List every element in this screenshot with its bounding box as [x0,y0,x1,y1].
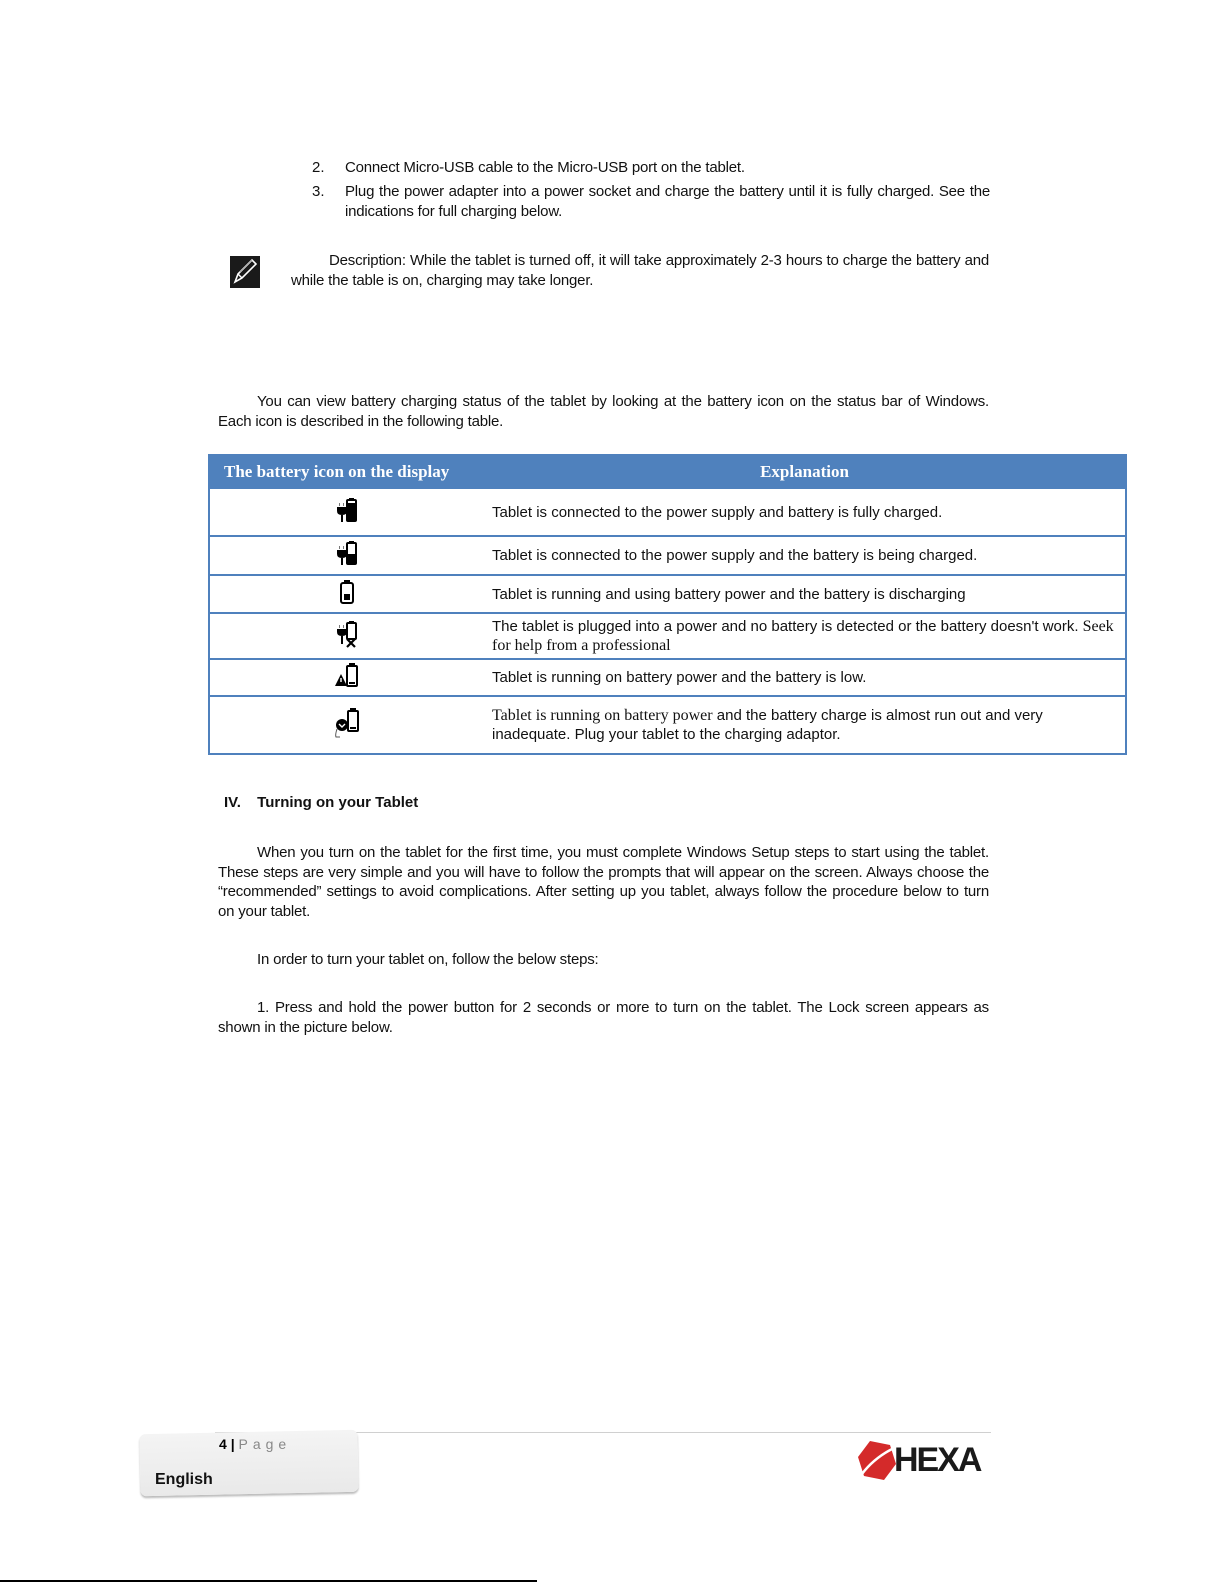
explanation-text: Tablet is connected to the power supply and the battery is being charged. [484,536,1126,575]
step-1-paragraph: 1. Press and hold the power button for 2 seconds or more to turn on the tablet. The Lock screen appears as shown in the picture below. [218,999,989,1036]
explanation-text: Tablet is running on battery power and the battery charge is almost run out and very inadequate. Plug your tablet to the charging adaptor. [484,696,1126,754]
explanation-text: Tablet is running and using battery power and the battery is discharging [484,575,1126,613]
table-row [209,613,1126,659]
steps-intro: In order to turn your tablet on, follow the below steps: [257,951,599,968]
battery-critical-icon [333,707,361,739]
explanation-text: Tablet is running on battery power and the battery is low. [484,659,1126,696]
hexa-logo: HEXA [858,1440,994,1482]
section-number: IV. [224,794,241,811]
intro-paragraph: You can view battery charging status of the tablet by looking at the battery icon on the status bar of Windows. Each icon is described in the following table. [218,393,989,430]
section-heading [224,794,418,811]
hexa-logo-icon [858,1440,898,1482]
table-row [209,696,1126,754]
battery-low-warning-icon [334,662,360,688]
step-3-text: Plug the power adapter into a power socket and charge the battery until it is fully charged. See the indications for full charging below. [345,183,990,220]
column-header-explanation: Explanation [484,455,1126,488]
battery-plugged-full-icon [336,497,358,523]
table-row [209,659,1126,696]
pencil-note-icon [230,256,260,288]
battery-plugged-missing-icon [336,620,358,648]
table-row [209,536,1126,575]
bottom-rule [0,1580,537,1582]
explanation-text: The tablet is plugged into a power and no battery is detected or the battery doesn't work. Seek for help from a professional [484,613,1126,659]
battery-discharging-icon [336,579,358,605]
step-2-text: Connect Micro-USB cable to the Micro-USB port on the tablet. [345,159,745,176]
section-title: Turning on your Tablet [257,794,419,811]
table-row [209,575,1126,613]
note-text: Description: While the tablet is turned off, it will take approximately 2-3 hours to charge the battery and while the table is on, charging may take longer. [291,252,989,289]
column-header-icon: The battery icon on the display [209,455,484,488]
setup-paragraph: When you turn on the tablet for the first time, you must complete Windows Setup steps to start using the tablet. These steps are very simple and you will have to follow the prompts that will appear on the screen. Always choose the “recommended” settings to avoid complications. After setting up you tablet, always follow the procedure below to turn on your tablet. [218,844,989,920]
step-3-number: 3. [312,183,325,200]
table-row [209,488,1126,536]
battery-icon-table [208,454,1127,755]
language-label: English [155,1471,213,1488]
battery-plugged-charging-icon [336,540,358,566]
explanation-text: Tablet is connected to the power supply and battery is fully charged. [484,488,1126,536]
step-2-number: 2. [312,159,325,176]
page-number: 4 | Page [219,1436,292,1452]
